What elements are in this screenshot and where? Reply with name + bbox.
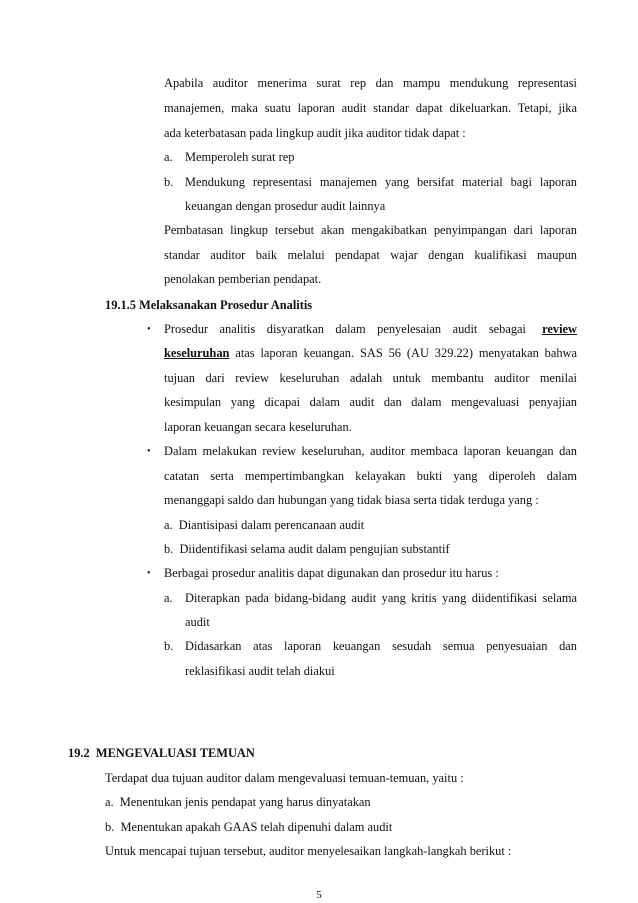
section-192-heading: 19.2 MENGEVALUASI TEMUAN — [68, 746, 255, 760]
b1-line-2 — [164, 346, 577, 361]
intro-p2-line-3: penolakan pemberian pendapat. — [164, 272, 322, 286]
b1-keseluruhan-term: keseluruhan — [164, 346, 230, 360]
page-number: 5 — [316, 889, 322, 901]
intro-item-a-text: Memperoleh surat rep — [185, 150, 295, 164]
section-192-line-1: Terdapat dua tujuan auditor dalam mengevaluasi temuan-temuan, yaitu : — [105, 771, 464, 785]
bullet-marker-3: • — [147, 568, 151, 579]
b1-line-1-text: Prosedur analitis disyaratkan dalam penyelesaian audit sebagai — [164, 322, 526, 336]
intro-p2-line-1: Pembatasan lingkup tersebut akan mengakibatkan penyimpangan dari laporan — [164, 223, 577, 237]
intro-item-a-label: a. — [164, 150, 173, 164]
b3-item-a-label: a. — [164, 591, 173, 605]
b3-item-b-label: b. — [164, 639, 174, 653]
intro-item-b-line-1: Mendukung representasi manajemen yang bersifat material bagi laporan — [185, 175, 577, 189]
b3-line-1: Berbagai prosedur analitis dapat digunakan dan prosedur itu harus : — [164, 566, 499, 580]
intro-p2-line-2: standar auditor baik melalui pendapat wajar dengan kualifikasi maupun — [164, 248, 577, 262]
bullet-marker-2: • — [147, 446, 151, 457]
b1-line-5: laporan keuangan secara keseluruhan. — [164, 420, 352, 434]
section-192-item-a: a. Menentukan jenis pendapat yang harus dinyatakan — [105, 795, 371, 809]
intro-item-b-line-2: keuangan dengan prosedur audit lainnya — [185, 199, 386, 213]
b2-line-3: menanggapi saldo dan hubungan yang tidak biasa serta tidak terduga yang : — [164, 493, 539, 507]
b1-review-term: review — [542, 322, 577, 336]
b2-line-1: Dalam melakukan review keseluruhan, auditor membaca laporan keuangan dan — [164, 444, 577, 458]
intro-item-b-label: b. — [164, 175, 174, 189]
b3-item-a-line-2: audit — [185, 615, 210, 629]
b3-item-b-line-1: Didasarkan atas laporan keuangan sesudah semua penyesuaian dan — [185, 639, 577, 653]
b2-item-a: a. Diantisipasi dalam perencanaan audit — [164, 518, 365, 532]
intro-line-1: Apabila auditor menerima surat rep dan mampu mendukung representasi — [164, 76, 577, 90]
b1-line-1 — [164, 322, 577, 337]
b3-item-b-line-2: reklasifikasi audit telah diakui — [185, 664, 335, 678]
b2-item-b: b. Diidentifikasi selama audit dalam pengujian substantif — [164, 542, 450, 556]
intro-line-3: ada keterbatasan pada lingkup audit jika auditor tidak dapat : — [164, 126, 466, 140]
section-192-line-4: Untuk mencapai tujuan tersebut, auditor menyelesaikan langkah-langkah berikut : — [105, 844, 512, 858]
bullet-marker-1: • — [147, 324, 151, 335]
b1-line-3: tujuan dari review keseluruhan adalah untuk membantu auditor menilai — [164, 371, 577, 385]
b1-line-4: kesimpulan yang dicapai dalam audit dan dalam mengevaluasi penyajian — [164, 395, 577, 409]
b2-line-2: catatan serta mempertimbangkan kelayakan bukti yang diperoleh dalam — [164, 469, 577, 483]
b3-item-a-line-1: Diterapkan pada bidang-bidang audit yang kritis yang diidentifikasi selama — [185, 591, 577, 605]
section-1915-heading: 19.1.5 Melaksanakan Prosedur Analitis — [105, 298, 313, 312]
section-192-item-b: b. Menentukan apakah GAAS telah dipenuhi dalam audit — [105, 820, 393, 834]
intro-line-2: manajemen, maka suatu laporan audit standar dapat dikeluarkan. Tetapi, jika — [164, 101, 577, 115]
b1-line-2-text: atas laporan keuangan. SAS 56 (AU 329.22) menyatakan bahwa — [229, 346, 577, 360]
